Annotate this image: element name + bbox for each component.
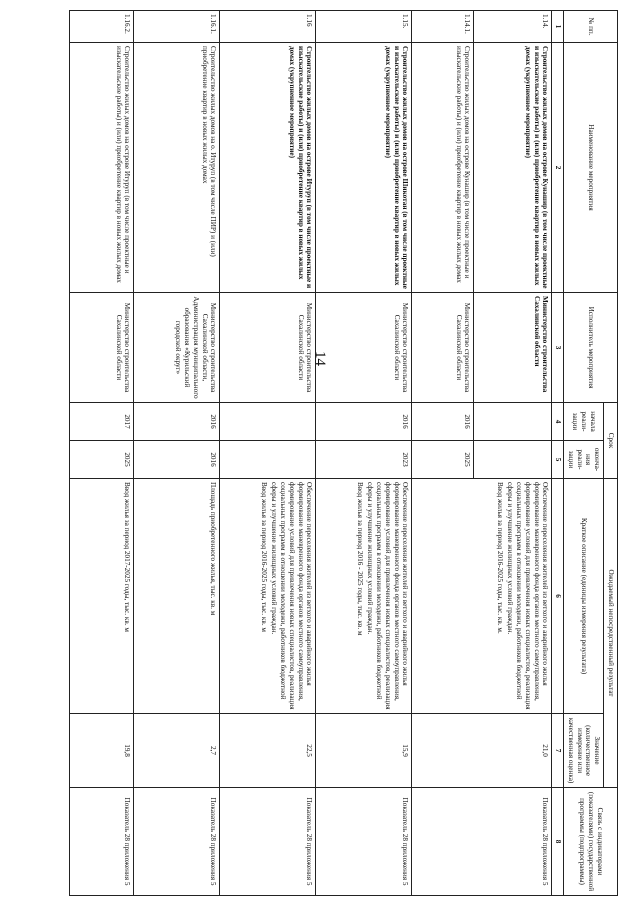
row-number: 1.16.1. [134, 11, 220, 43]
header-executor: Исполнитель мероприятия [564, 293, 618, 403]
row-end: 2023 [316, 441, 412, 479]
row-executor: Министерство строительства Сахалинской области [316, 293, 412, 403]
header-link: Связь с индикаторами (показателями) государственной программы (подпрограммы) [564, 788, 618, 896]
column-number: 7 [552, 714, 564, 788]
column-numbers-row [552, 11, 564, 896]
row-value: 19,8 [70, 714, 134, 788]
row-start: 2016 [134, 403, 220, 441]
row-start: 2016 [316, 403, 412, 441]
row-end: 2025 [412, 441, 474, 479]
row-executor: Министерство строительства Сахалинской области [474, 293, 552, 403]
header-start: начала реали-зации [564, 403, 604, 441]
row-executor: Министерство строительства Сахалинской области [70, 293, 134, 403]
row-link: Показатель 28 приложения 5 [220, 788, 316, 896]
row-description-output: Ввод жилья за период 2016-2025 годы, тыс. кв. м [260, 482, 269, 632]
row-description-text: Обеспечение переселения жителей из ветхого и аварийного жилья формирование маневренного фонда органов местного самоуправления, формирование условий для привлечения новых специалистов, реализация социальных программ в отношении молодежи, работников бюджетной сферы и улучшение жилищных условий граждан. [366, 482, 410, 710]
row-name: Строительство жилых домов на острове Кунашир (в том числе проектные и изыскательские работы) и (или) приобретение квартир в новых жилых домах [412, 43, 474, 293]
row-description-text: Обеспечение переселения жителей из ветхого и аварийного жилья формирование маневренного фонда органов местного самоуправления, формирование условий для привлечения новых специалистов, реализация социальных программ в отношении молодежи, работников бюджетной сферы и улучшение жилищных условий граждан. [506, 482, 550, 710]
row-number: 1.15. [316, 11, 412, 43]
column-number: 8 [552, 788, 564, 896]
row-link: Показатель 28 приложения 5 [316, 788, 412, 896]
column-number: 6 [552, 479, 564, 714]
row-number: 1.16.2. [70, 11, 134, 43]
page-number: 14 [312, 351, 328, 366]
program-table [69, 10, 618, 896]
row-description-text: Обеспечение переселения жителей из ветхого и аварийного жилья формирование маневренного фонда органов местного самоуправления, формирование условий для привлечения новых специалистов, реализация социальных программ в отношении молодежи, работников бюджетной сферы и улучшение жилищных условий граждан. [270, 482, 314, 710]
row-name: Строительство жилых домов на острове Кунашир (в том числе проектные и изыскательские работы) и (или) приобретение квартир в новых жилых домах (укрупненное мероприятие) [474, 43, 552, 293]
header-result: Ожидаемый непосредственный результат [604, 479, 618, 788]
header-term: Срок [604, 403, 618, 479]
column-number: 5 [552, 441, 564, 479]
row-description: Ввод жилья за период 2017-2025 годы, тыс. кв. м [70, 479, 134, 714]
row-description: Площадь приобретенного жилья, тыс. кв. м [134, 479, 220, 714]
row-number: 1.14.1. [412, 11, 474, 43]
row-executor: Министерство строительства Сахалинской области, Администрация муниципального образования «Курильский городской округ» [134, 293, 220, 403]
row-executor: Министерство строительства Сахалинской области [220, 293, 316, 403]
column-number: 1 [552, 11, 564, 43]
header-value: Значение (количественное измерение или качественная оценка) [564, 714, 604, 788]
table-row [134, 11, 220, 896]
header-desc: Краткое описание (единицы измерения результата) [564, 479, 604, 714]
row-start [474, 403, 552, 441]
row-name: Строительство жилых домов на острове Шикотан (в том числе проектные и изыскательские работы) и (или) приобретение квартир в новых жилых домах (укрупненное мероприятие) [316, 43, 412, 293]
header-name: Наименование мероприятия [564, 43, 618, 293]
row-description-output: Ввод жилья за период 2016-2025 годы, тыс. кв. м. [496, 482, 505, 634]
header-end: оконча-ния реали-зации [564, 441, 604, 479]
row-end [220, 441, 316, 479]
column-number: 4 [552, 403, 564, 441]
table-row [316, 11, 412, 896]
row-link: Показатель 28 приложения 5 [412, 788, 552, 896]
table-row [70, 11, 134, 896]
row-link: Показатель 28 приложения 5 [134, 788, 220, 896]
row-name: Строительство жилых домов на острове Итуруп (в том числе проектные и изыскательские работы) и (или) приобретение квартир в новых жилых домах [70, 43, 134, 293]
row-number: 1.16 [220, 11, 316, 43]
column-number: 2 [552, 43, 564, 293]
row-number: 1.14. [474, 11, 552, 43]
row-description [412, 479, 552, 714]
row-name: Строительство жилых домов на о. Итуруп (в том числе ПИР) и (или) приобретение квартир в новых жилых домах [134, 43, 220, 293]
row-description [220, 479, 316, 714]
table-wrapper [108, 10, 618, 895]
row-end: 2016 [134, 441, 220, 479]
table-row [220, 11, 316, 896]
row-executor: Министерство строительства Сахалинской области [412, 293, 474, 403]
row-end: 2025 [70, 441, 134, 479]
row-value: 21,0 [412, 714, 552, 788]
row-description-output: Ввод жилья за период 2016 - 2025 годы, тыс. кв. м [356, 482, 365, 636]
row-value: 15,9 [316, 714, 412, 788]
row-link: Показатель 28 приложения 5 [70, 788, 134, 896]
row-start: 2017 [70, 403, 134, 441]
row-end [474, 441, 552, 479]
header-no: № пп. [564, 11, 618, 43]
table-row [474, 11, 552, 896]
column-number: 3 [552, 293, 564, 403]
row-value: 2,7 [134, 714, 220, 788]
row-value: 22,5 [220, 714, 316, 788]
header-row-1 [604, 11, 618, 896]
row-description [316, 479, 412, 714]
rotated-sheet [114, 0, 640, 905]
row-start [220, 403, 316, 441]
row-name: Строительство жилых домов на острове Итуруп (в том числе проектные и изыскательские работы) и (или) приобретение квартир в новых жилых домах (укрупненное мероприятие) [220, 43, 316, 293]
row-start: 2016 [412, 403, 474, 441]
